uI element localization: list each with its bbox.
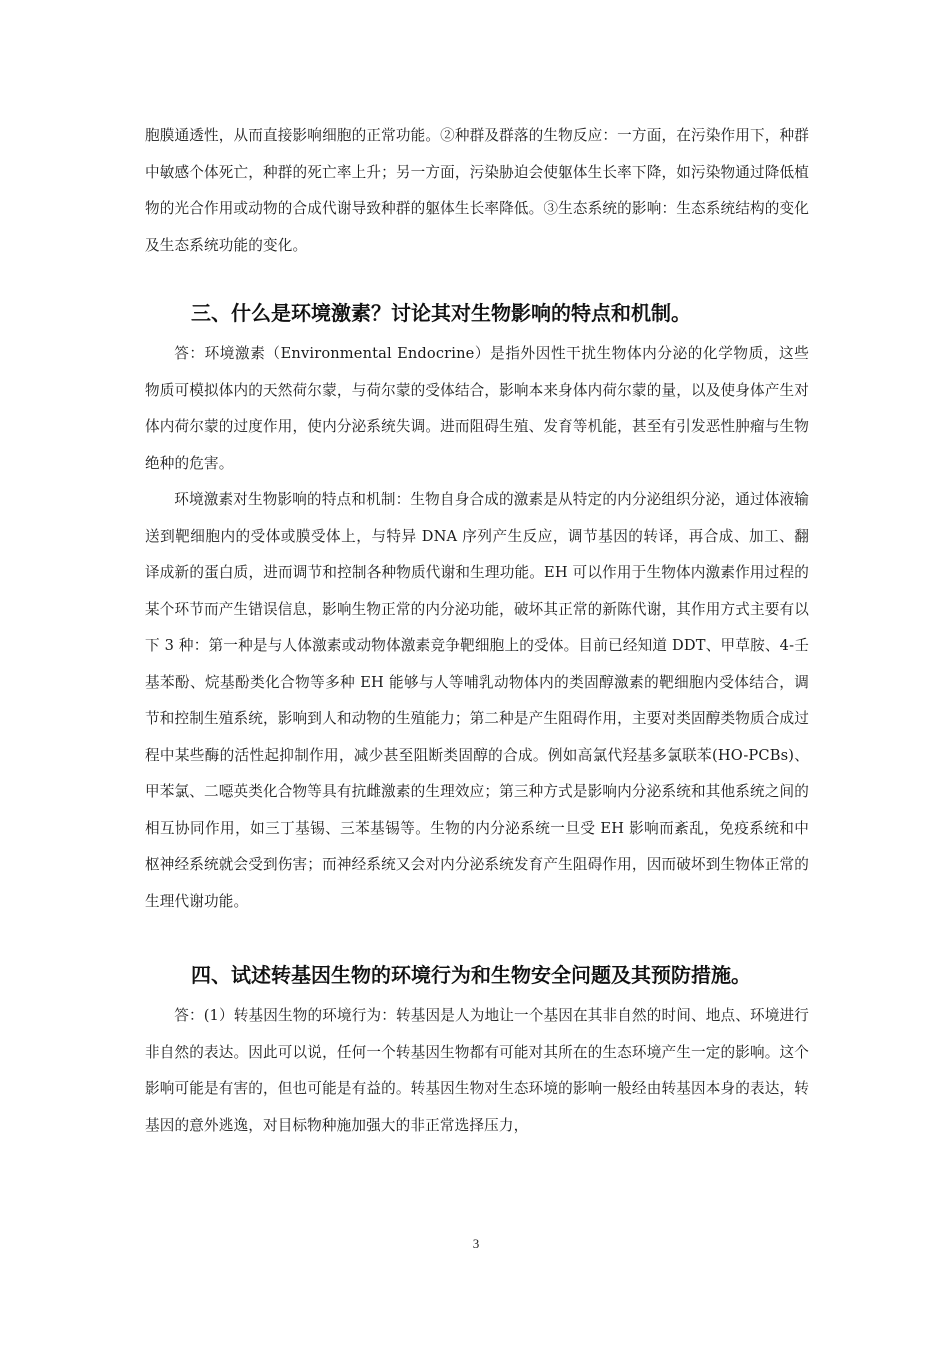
page-content (145, 118, 809, 1144)
section-3-mechanism-paragraph: 环境激素对生物影响的特点和机制：生物自身合成的激素是从特定的内分泌组织分泌，通过体液输送到靶细胞内的受体或膜受体上，与特异 DNA 序列产生反应，调节基因的转译，再合成、加工、翻译成新的蛋白质，进而调节和控制各种物质代谢和生理功能。EH 可以作用于生物体内激素作用过程的某个环节而产生错误信息，影响生物正常的内分泌功能，破坏其正常的新陈代谢，其作用方式主要有以下 3 种：第一种是与人体激素或动物体激素竞争靶细胞上的受体。目前已经知道 DDT、甲草胺、4-壬基苯酚、烷基酚类化合物等多种 EH 能够与人等哺乳动物体内的类固醇激素的靶细胞内受体结合，调节和控制生殖系统，影响到人和动物的生殖能力；第二种是产生阻碍作用，主要对类固醇类物质合成过程中某些酶的活性起抑制作用，减少甚至阻断类固醇的合成。例如高氯代羟基多氯联苯(HO-PCBs)、甲苯氯、二噁英类化合物等具有抗雌激素的生理效应；第三种方式是影响内分泌系统和其他系统之间的相互协同作用，如三丁基锡、三苯基锡等。生物的内分泌系统一旦受 EH 影响而紊乱，免疫系统和中枢神经系统就会受到伤害；而神经系统又会对内分泌系统发育产生阻碍作用，因而破坏到生物体正常的生理代谢功能。 (145, 491, 809, 910)
continuation-paragraph: 胞膜通透性，从而直接影响细胞的正常功能。②种群及群落的生物反应：一方面，在污染作用下，种群中敏感个体死亡，种群的死亡率上升；另一方面，污染胁迫会使躯体生长率下降，如污染物通过降低植物的光合作用或动物的合成代谢导致种群的躯体生长率降低。③生态系统的影响：生态系统结构的变化及生态系统功能的变化。 (145, 127, 809, 254)
page-number: 3 (472, 1236, 480, 1251)
section-3-heading: 三、什么是环境激素？讨论其对生物影响的特点和机制。 (191, 301, 691, 325)
section-4-heading: 四、试述转基因生物的环境行为和生物安全问题及其预防措施。 (191, 963, 751, 987)
section-3-answer-paragraph: 答：环境激素（Environmental Endocrine）是指外因性干扰生物体内分泌的化学物质，这些物质可模拟体内的天然荷尔蒙，与荷尔蒙的受体结合，影响本来身体内荷尔蒙的量，以及使身体产生对体内荷尔蒙的过度作用，使内分泌系统失调。进而阻碍生殖、发育等机能，甚至有引发恶性肿瘤与生物绝种的危害。 (145, 345, 809, 472)
section-4-answer-paragraph: 答：(1）转基因生物的环境行为：转基因是人为地让一个基因在其非自然的时间、地点、环境进行非自然的表达。因此可以说，任何一个转基因生物都有可能对其所在的生态环境产生一定的影响。这个影响可能是有害的，但也可能是有益的。转基因生物对生态环境的影响一般经由转基因本身的表达，转基因的意外逃逸，对目标物种施加强大的非正常选择压力， (145, 1007, 809, 1134)
